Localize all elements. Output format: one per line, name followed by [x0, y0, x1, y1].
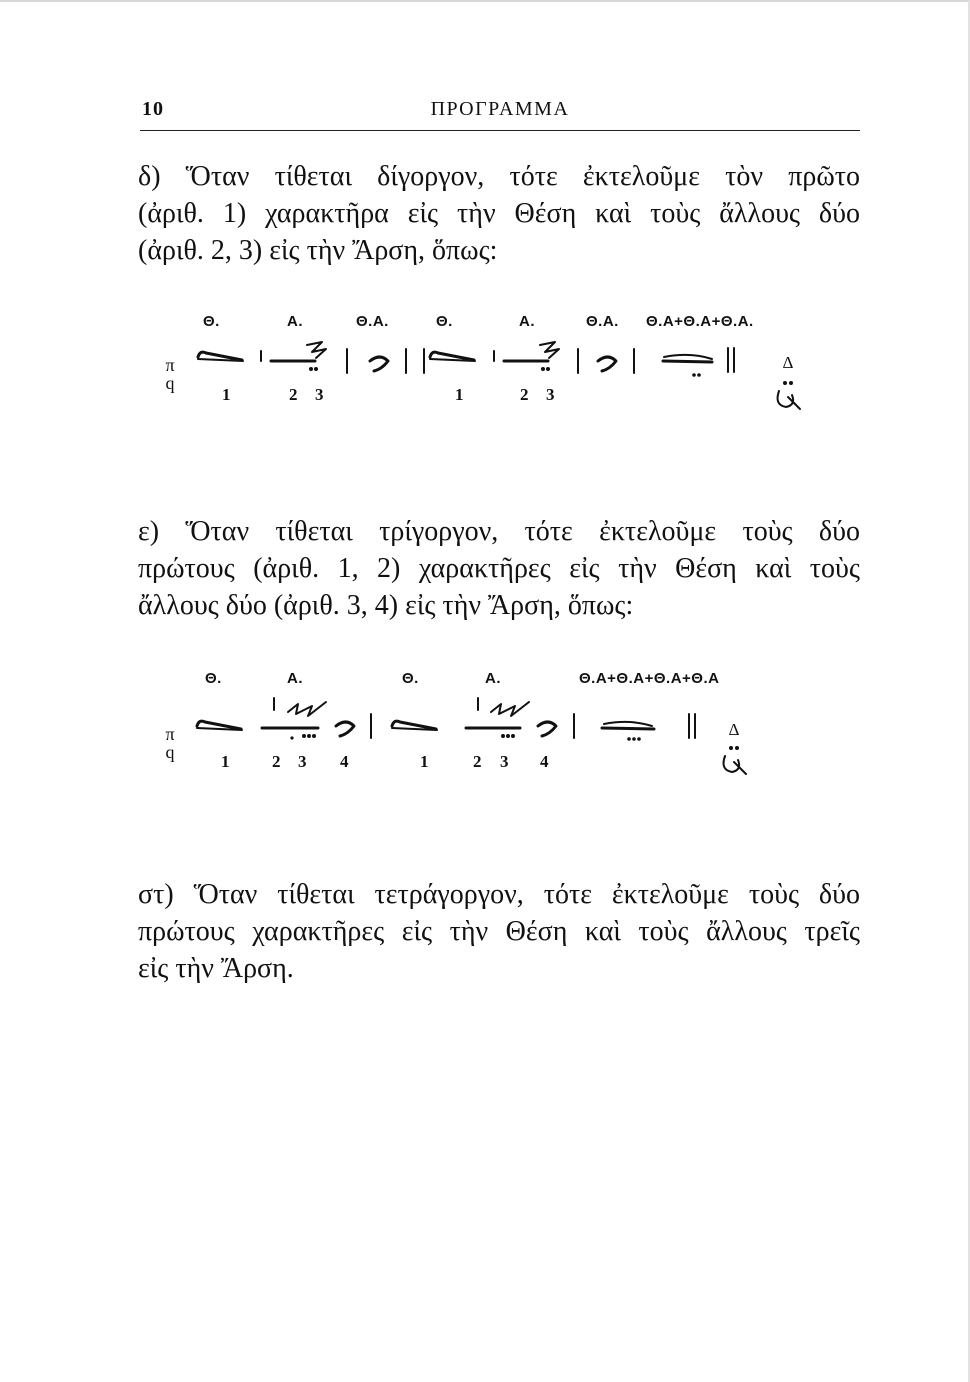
count-number: 2: [473, 752, 482, 771]
count-number: 2: [520, 385, 529, 404]
oligon-neume: [602, 728, 654, 729]
paragraph-epsilon: [138, 513, 860, 624]
text-line: πρώτους χαρακτῆρες εἰς τὴν Θέση καὶ τοὺς ἄλλους τρεῖς: [138, 916, 860, 947]
klasma-dot: [692, 373, 696, 377]
oligon-neume: [664, 355, 712, 359]
label-thesis: Θ.: [402, 670, 419, 687]
label-thesis-arsis: Θ.Α.: [586, 313, 619, 330]
martyria-delta: Δ: [728, 720, 740, 739]
mode-letter-q: q: [165, 373, 175, 393]
label-arsis: Α.: [287, 313, 303, 330]
gorgon-neume: [307, 342, 326, 358]
text-line: ε) Ὅταν τίθεται τρίγοργον, τότε ἐκτελοῦμε τοὺς δύο: [138, 516, 860, 547]
count-number: 2: [289, 385, 298, 404]
page-header: [140, 96, 860, 131]
text-line: (ἀριθ. 1) χαρακτῆρα εἰς τὴν Θέση καὶ τοὺς ἄλλους δύο: [138, 198, 860, 229]
klasma-dot: [307, 734, 311, 738]
di-sign: [778, 391, 800, 409]
klasma-dot: [541, 367, 545, 371]
martyria-dot: [789, 381, 793, 385]
klasma-dot: [627, 737, 631, 741]
gorgon-neume: [540, 342, 559, 358]
label-arsis: Α.: [519, 313, 535, 330]
count-number: 4: [340, 752, 349, 771]
klasma-dot: [309, 367, 313, 371]
oligon-neume: [663, 361, 712, 362]
klasma-dot: [637, 737, 641, 741]
gorgon-neume: [491, 702, 529, 716]
count-number: 2: [272, 752, 281, 771]
label-thesis-arsis: Θ.Α.: [356, 313, 389, 330]
text-line: ἄλλους δύο (ἀριθ. 3, 4) εἰς τὴν Ἄρση, ὅπως:: [138, 590, 634, 621]
label-thesis: Θ.: [436, 313, 453, 330]
neume-staff: [0, 668, 970, 788]
label-thesis: Θ.: [205, 670, 222, 687]
notation-example-trigorgon: [0, 668, 970, 788]
label-thesis-arsis-combined: Θ.Α+Θ.Α+Θ.Α.: [646, 313, 754, 330]
count-number: 3: [298, 752, 307, 771]
paragraph-stigma: [138, 876, 860, 987]
klasma-dot: [501, 734, 505, 738]
neume-staff: [0, 305, 970, 425]
double-bar-line: [728, 348, 734, 372]
apostrophe-neume: [336, 722, 354, 736]
text-line: στ) Ὅταν τίθεται τετράγοργον, τότε ἐκτελοῦμε τοὺς δύο: [138, 879, 860, 910]
apostrophe-neume: [370, 357, 388, 371]
apostrophe-neume: [598, 357, 616, 371]
paragraph-delta: [138, 158, 860, 269]
count-number: 1: [455, 385, 464, 404]
count-number: 1: [420, 752, 429, 771]
mode-letter-q: q: [165, 742, 175, 762]
count-number: 3: [546, 385, 555, 404]
di-sign: [724, 756, 746, 774]
text-line: εἰς τὴν Ἄρση.: [138, 953, 294, 984]
count-number: 1: [222, 385, 231, 404]
count-number: 3: [500, 752, 509, 771]
label-arsis: Α.: [287, 670, 303, 687]
klasma-dot: [511, 734, 515, 738]
count-number: 3: [315, 385, 324, 404]
martyria-dot: [729, 746, 733, 750]
text-line: πρώτους (ἀριθ. 1, 2) χαρακτῆρες εἰς τὴν Θέση καὶ τοὺς: [138, 553, 860, 584]
klasma-dot: [697, 373, 701, 377]
text-line: δ) Ὅταν τίθεται δίγοργον, τότε ἐκτελοῦμε τὸν πρῶτο: [138, 161, 860, 192]
klasma-dot: [506, 734, 510, 738]
klasma-dot: [290, 736, 293, 739]
klasma-dot: [632, 737, 636, 741]
count-number: 1: [221, 752, 230, 771]
label-thesis: Θ.: [203, 313, 220, 330]
klasma-dot: [314, 367, 318, 371]
count-number: 4: [540, 752, 549, 771]
label-arsis: Α.: [485, 670, 501, 687]
apostrophe-neume: [538, 722, 556, 736]
page-number: 10: [142, 98, 164, 120]
notation-example-digorgon: [0, 305, 970, 425]
running-title: ΠΡΟΓΡΑΜΜΑ: [430, 98, 570, 120]
text-line: (ἀριθ. 2, 3) εἰς τὴν Ἄρση, ὅπως:: [138, 235, 498, 266]
gorgon-neume: [288, 702, 326, 716]
martyria-dot: [783, 381, 787, 385]
klasma-dot: [312, 734, 316, 738]
klasma-dot: [546, 367, 550, 371]
oligon-neume: [604, 722, 652, 726]
martyria-dot: [735, 746, 739, 750]
klasma-dot: [302, 734, 306, 738]
mode-letter-pi: π: [165, 724, 175, 744]
mode-letter-pi: π: [165, 355, 175, 375]
martyria-delta: Δ: [782, 353, 794, 372]
double-bar-line: [689, 714, 695, 738]
label-thesis-arsis-combined: Θ.Α+Θ.Α+Θ.Α+Θ.Α: [579, 670, 720, 687]
